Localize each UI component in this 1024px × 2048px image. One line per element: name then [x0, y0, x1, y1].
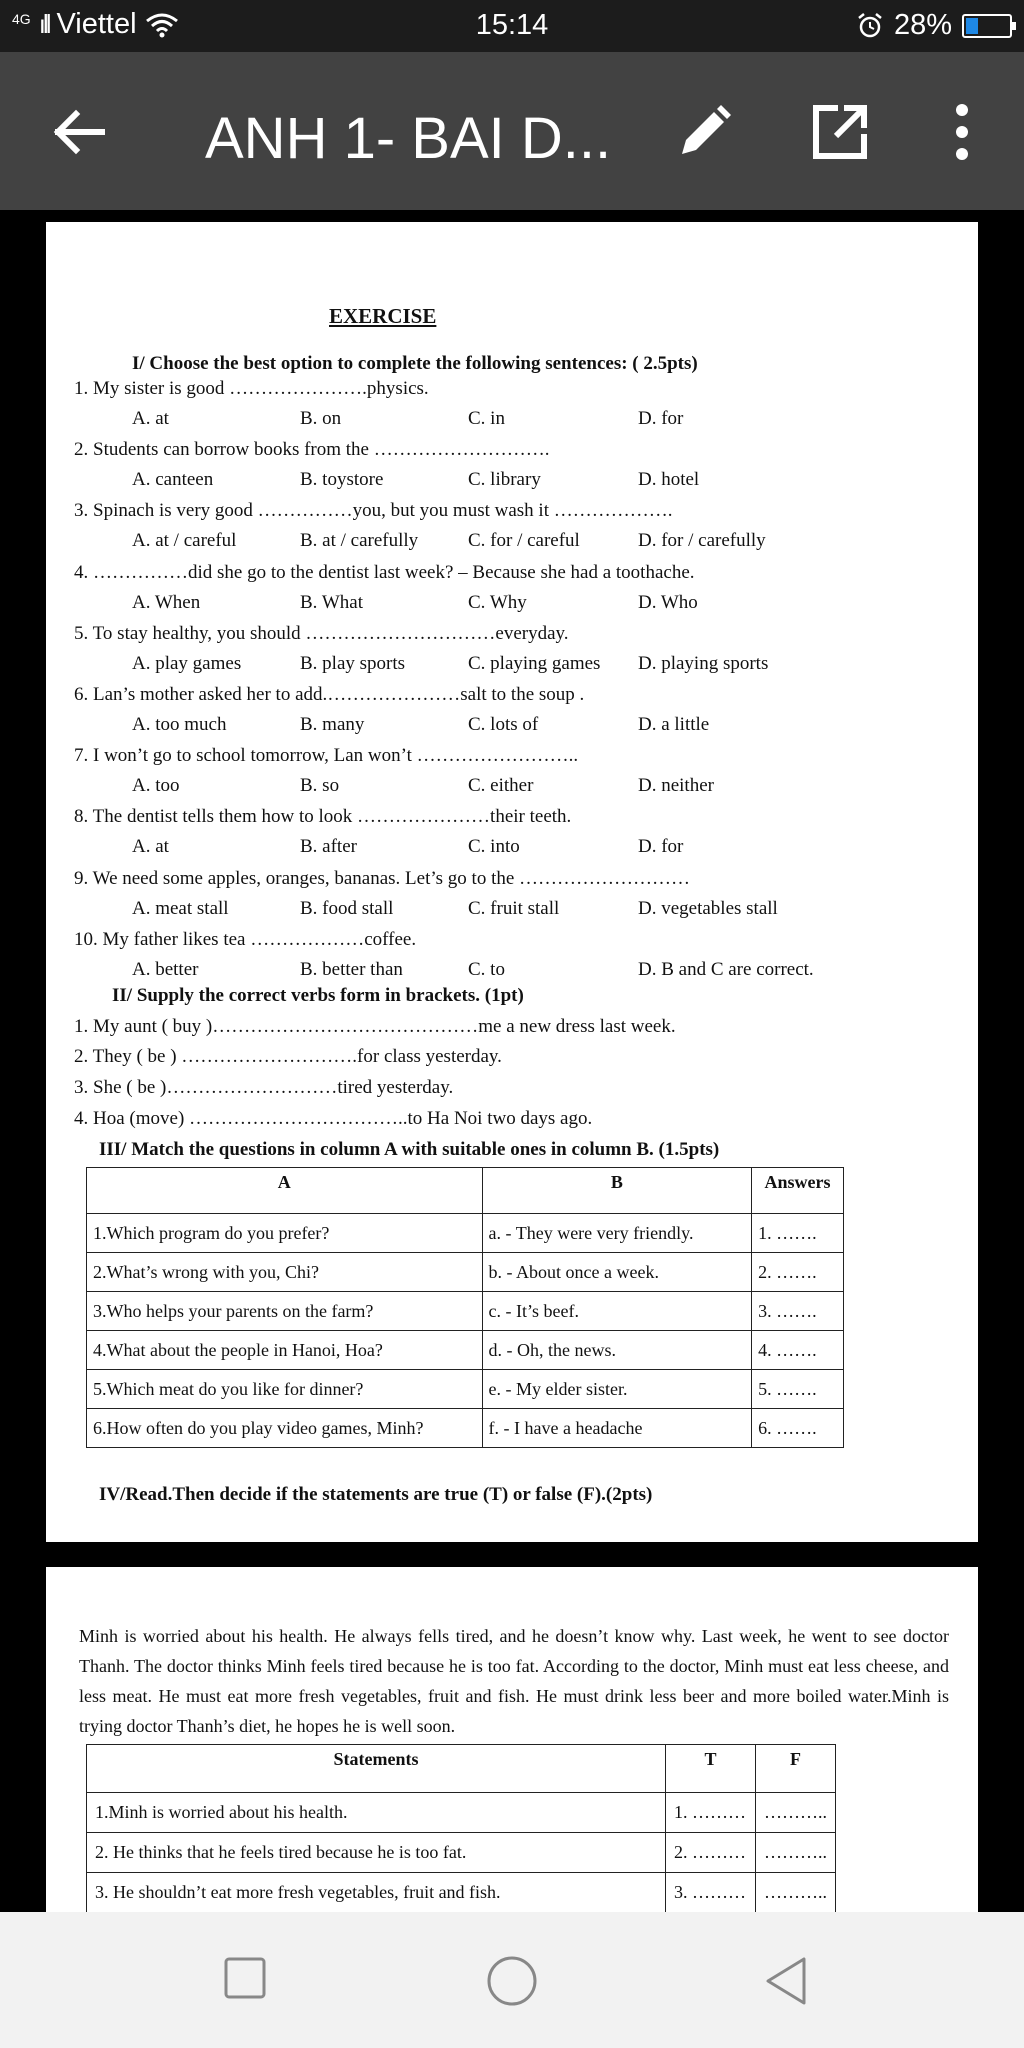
question-text: 1. My sister is good ………………….physics. [74, 378, 429, 399]
section-1-heading: I/ Choose the best option to complete the following sentences: ( 2.5pts) [132, 353, 698, 374]
cell-question: 6.How often do you play video games, Minh? [87, 1409, 483, 1448]
answer-option: C. playing games [468, 652, 601, 674]
cell-answer: 5. ……. [752, 1370, 844, 1409]
answer-option: C. fruit stall [468, 897, 560, 919]
document-page-2 [46, 1567, 978, 1912]
cell-response: d. - Oh, the news. [482, 1331, 752, 1370]
signal-icon: ıll [38, 9, 49, 39]
cell-statement: 2. He thinks that he feels tired because he is too fat. [87, 1833, 666, 1873]
cell-false: ……….. [755, 1873, 835, 1913]
open-external-icon[interactable] [808, 100, 872, 164]
answer-option: B. on [300, 408, 342, 429]
answer-option: B. so [300, 775, 340, 797]
answer-option: B. play sports [300, 652, 406, 674]
more-options-icon[interactable] [930, 100, 994, 164]
document-page-1 [46, 222, 978, 1542]
question-text: 2. Students can borrow books from the ………………………. [74, 439, 550, 461]
question-text: 4. ……………did she go to the dentist last week? – Because she had a toothache. [74, 561, 695, 583]
verb-item: 1. My aunt ( buy )……………………………………me a new dress last week. [74, 1016, 676, 1037]
table-row [87, 1370, 844, 1409]
column-header: T [666, 1745, 756, 1793]
answer-option: B. What [300, 591, 363, 613]
answer-option: A. play games [132, 652, 242, 674]
cell-false: ……….. [755, 1793, 835, 1833]
column-header: B [482, 1168, 752, 1214]
answer-option: B. many [300, 714, 365, 735]
cell-question: 1.Which program do you prefer? [87, 1214, 483, 1253]
answer-option: D. Who [638, 591, 698, 613]
cell-question: 4.What about the people in Hanoi, Hoa? [87, 1331, 483, 1370]
answer-option: B. after [300, 836, 357, 858]
answer-option: A. better [132, 958, 199, 980]
cell-answer: 3. ……. [752, 1292, 844, 1331]
answer-option: B. toystore [300, 469, 384, 491]
answer-option: A. too much [132, 714, 227, 735]
table-row [87, 1292, 844, 1331]
section-3-heading: III/ Match the questions in column A with suitable ones in column B. (1.5pts) [99, 1139, 720, 1160]
cell-response: b. - About once a week. [482, 1253, 752, 1292]
cell-response: a. - They were very friendly. [482, 1214, 752, 1253]
app-bar [0, 52, 1024, 210]
answer-option: A. meat stall [132, 897, 229, 919]
recent-apps-icon[interactable] [222, 1955, 268, 2001]
column-header: A [87, 1168, 483, 1214]
answer-option: A. too [132, 775, 180, 797]
cell-question: 3.Who helps your parents on the farm? [87, 1292, 483, 1331]
table-row [87, 1253, 844, 1292]
answer-option: C. lots of [468, 714, 539, 735]
back-nav-icon[interactable] [762, 1955, 812, 2007]
cell-question: 2.What’s wrong with you, Chi? [87, 1253, 483, 1292]
matching-table [86, 1167, 844, 1448]
answer-option: C. Why [468, 591, 527, 613]
answer-option: C. either [468, 775, 534, 797]
answer-option: A. at [132, 408, 169, 429]
answer-option: B. food stall [300, 897, 394, 919]
column-header: Statements [87, 1745, 666, 1793]
answer-option: D. for / carefully [638, 530, 766, 552]
status-right [856, 9, 1012, 42]
answer-option: C. to [468, 958, 505, 980]
document-title: ANH 1- BAI D... [205, 106, 612, 171]
cell-answer: 6. ……. [752, 1409, 844, 1448]
answer-option: A. When [132, 591, 201, 613]
question-text: 3. Spinach is very good ……………you, but you must wash it ………………. [74, 500, 673, 522]
cell-response: c. - It’s beef. [482, 1292, 752, 1331]
reading-passage: Minh is worried about his health. He always fells tired, and he doesn’t know why. Last week, he went to see doctor Thanh. The doctor thinks Minh feels tired because he is too fat. According to the doctor, Minh must eat less cheese, and less meat. He must eat more fresh vegetables, fruit and fish. He must drink less beer and more boiled water.Minh is trying doctor Thanh’s diet, he hopes he is well soon. [79, 1626, 949, 1736]
cell-answer: 4. ……. [752, 1331, 844, 1370]
section-2-heading: II/ Supply the correct verbs form in brackets. (1pt) [112, 985, 524, 1006]
back-arrow-icon[interactable] [50, 102, 110, 162]
carrier-name: Viettel [56, 8, 137, 40]
answer-option: D. neither [638, 775, 714, 797]
table-header-row [87, 1168, 844, 1214]
cell-true: 3. ……… [666, 1873, 756, 1913]
answer-option: C. in [468, 408, 505, 429]
question-text: 8. The dentist tells them how to look …………………their teeth. [74, 806, 572, 828]
answer-option: D. vegetables stall [638, 897, 778, 919]
exercise-title: EXERCISE [329, 304, 437, 328]
section-4-heading: IV/Read.Then decide if the statements are true (T) or false (F).(2pts) [99, 1484, 653, 1505]
answer-option: D. B and C are correct. [638, 958, 814, 980]
answer-option: D. for [638, 408, 684, 429]
cell-true: 2. ……… [666, 1833, 756, 1873]
answer-option: D. hotel [638, 469, 700, 491]
table-header-row [87, 1745, 836, 1793]
cell-answer: 2. ……. [752, 1253, 844, 1292]
question-text: 9. We need some apples, oranges, bananas. Let’s go to the ……………………… [74, 867, 691, 889]
cell-response: f. - I have a headache [482, 1409, 752, 1448]
home-icon[interactable] [486, 1955, 538, 2007]
answer-option: D. playing sports [638, 652, 769, 674]
cell-response: e. - My elder sister. [482, 1370, 752, 1409]
answer-option: A. at [132, 836, 169, 858]
column-header: Answers [752, 1168, 844, 1214]
cell-answer: 1. ……. [752, 1214, 844, 1253]
answer-option: D. for [638, 836, 684, 858]
verb-item: 4. Hoa (move) ……………………………..to Ha Noi two days ago. [74, 1108, 593, 1129]
table-row [87, 1409, 844, 1448]
battery-level [966, 18, 978, 34]
answer-option: C. into [468, 836, 520, 858]
answer-option: D. a little [638, 714, 710, 735]
edit-pencil-icon[interactable] [672, 100, 736, 164]
cell-true: 1. ……… [666, 1793, 756, 1833]
cell-statement: 1.Minh is worried about his health. [87, 1793, 666, 1833]
table-row [87, 1214, 844, 1253]
table-row [87, 1833, 836, 1873]
battery-icon [962, 14, 1012, 38]
verb-item: 3. She ( be )………………………tired yesterday. [74, 1077, 454, 1098]
alarm-icon [856, 12, 884, 40]
cell-false: ……….. [755, 1833, 835, 1873]
true-false-table [86, 1744, 836, 1912]
cell-question: 5.Which meat do you like for dinner? [87, 1370, 483, 1409]
table-row [87, 1793, 836, 1833]
question-text: 6. Lan’s mother asked her to add.…………………salt to the soup . [74, 684, 585, 705]
question-text: 5. To stay healthy, you should …………………………everyday. [74, 622, 569, 644]
answer-option: A. at / careful [132, 530, 237, 552]
answer-option: C. for / careful [468, 530, 580, 552]
navigation-bar [0, 1912, 1024, 2048]
verb-item: 2. They ( be ) ……………………….for class yesterday. [74, 1046, 502, 1067]
table-row [87, 1873, 836, 1913]
question-text: 7. I won’t go to school tomorrow, Lan won’t …………………….. [74, 745, 579, 767]
battery-percent: 28% [893, 9, 952, 41]
clock: 15:14 [475, 9, 549, 41]
status-bar [0, 0, 1024, 52]
column-header: F [755, 1745, 835, 1793]
network-type: 4G [12, 10, 31, 27]
answer-option: A. canteen [132, 469, 214, 491]
question-text: 10. My father likes tea ………………coffee. [74, 928, 417, 950]
answer-option: B. at / carefully [300, 530, 419, 552]
answer-option: B. better than [300, 958, 403, 980]
answer-option: C. library [468, 469, 541, 491]
table-row [87, 1331, 844, 1370]
cell-statement: 3. He shouldn’t eat more fresh vegetables, fruit and fish. [87, 1873, 666, 1913]
